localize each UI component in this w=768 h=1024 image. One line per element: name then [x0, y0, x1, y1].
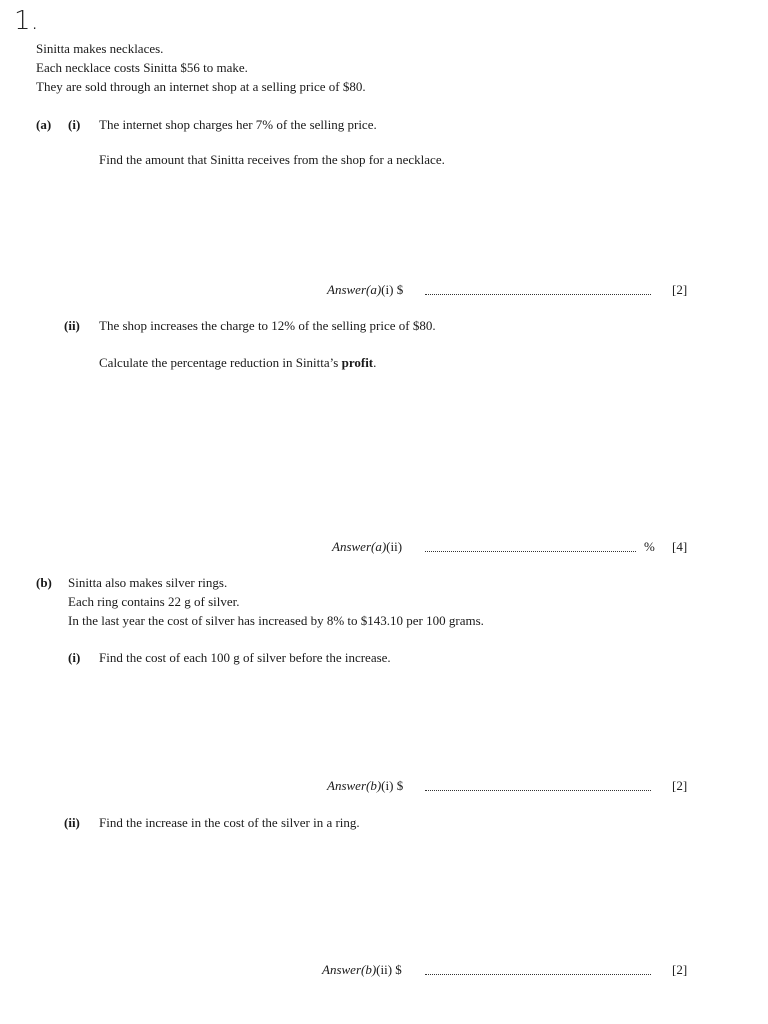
part-a-ii-statement: The shop increases the charge to 12% of the selling price of $80.: [99, 318, 436, 333]
question-number: 1.: [14, 6, 39, 36]
part-b-i-task: Find the cost of each 100 g of silver before the increase.: [99, 650, 391, 665]
answer-a-i-prefix: (i) $: [381, 282, 404, 297]
answer-b-i-prefix-italic: Answer(b): [327, 778, 382, 793]
answer-a-i-label: [327, 282, 403, 298]
answer-a-ii-prefix-italic: Answer(a): [332, 539, 387, 554]
marks-a-i: [2]: [672, 282, 688, 297]
part-b-i-label: (i): [68, 650, 81, 665]
answer-a-ii-suffix: %: [644, 539, 655, 554]
answer-a-ii-prefix: (ii): [386, 539, 403, 554]
intro-line-2: Each necklace costs Sinitta $56 to make.: [36, 60, 248, 75]
part-b-label: (b): [36, 575, 52, 590]
answer-b-i-label: [327, 778, 403, 794]
answer-b-i-line[interactable]: [425, 790, 651, 791]
answer-a-i-line[interactable]: [425, 294, 651, 295]
part-a-ii-task: [99, 355, 376, 371]
intro-line-1: Sinitta makes necklaces.: [36, 41, 164, 56]
part-b-line-3: In the last year the cost of silver has increased by 8% to $143.10 per 100 grams.: [68, 613, 484, 628]
answer-b-i-prefix: (i) $: [381, 778, 404, 793]
intro-line-3: They are sold through an internet shop at a selling price of $80.: [36, 79, 366, 94]
answer-b-ii-prefix-italic: Answer(b): [322, 962, 377, 977]
part-a-ii-task-bold: profit: [341, 355, 374, 370]
part-a-i-task: Find the amount that Sinitta receives from the shop for a necklace.: [99, 152, 445, 167]
part-a-ii-task-end: .: [373, 355, 377, 370]
part-a-ii-task-start: Calculate the percentage reduction in Sinitta’s: [99, 355, 342, 370]
marks-a-ii: [4]: [672, 539, 688, 554]
part-b-ii-label: (ii): [64, 815, 80, 830]
part-a-i-label: (i): [68, 117, 81, 132]
answer-b-ii-prefix: (ii) $: [376, 962, 402, 977]
marks-b-i: [2]: [672, 778, 688, 793]
part-a-i-statement: The internet shop charges her 7% of the selling price.: [99, 117, 377, 132]
answer-a-i-prefix-italic: Answer(a): [327, 282, 382, 297]
part-b-line-1: Sinitta also makes silver rings.: [68, 575, 228, 590]
part-a-ii-label: (ii): [64, 318, 80, 333]
part-a-label: (a): [36, 117, 52, 132]
part-b-line-2: Each ring contains 22 g of silver.: [68, 594, 240, 609]
marks-b-ii: [2]: [672, 962, 688, 977]
answer-a-ii-line[interactable]: [425, 551, 636, 552]
answer-b-ii-label: [322, 962, 402, 978]
answer-a-ii-label: [332, 539, 402, 555]
part-b-ii-task: Find the increase in the cost of the silver in a ring.: [99, 815, 360, 830]
answer-b-ii-line[interactable]: [425, 974, 651, 975]
